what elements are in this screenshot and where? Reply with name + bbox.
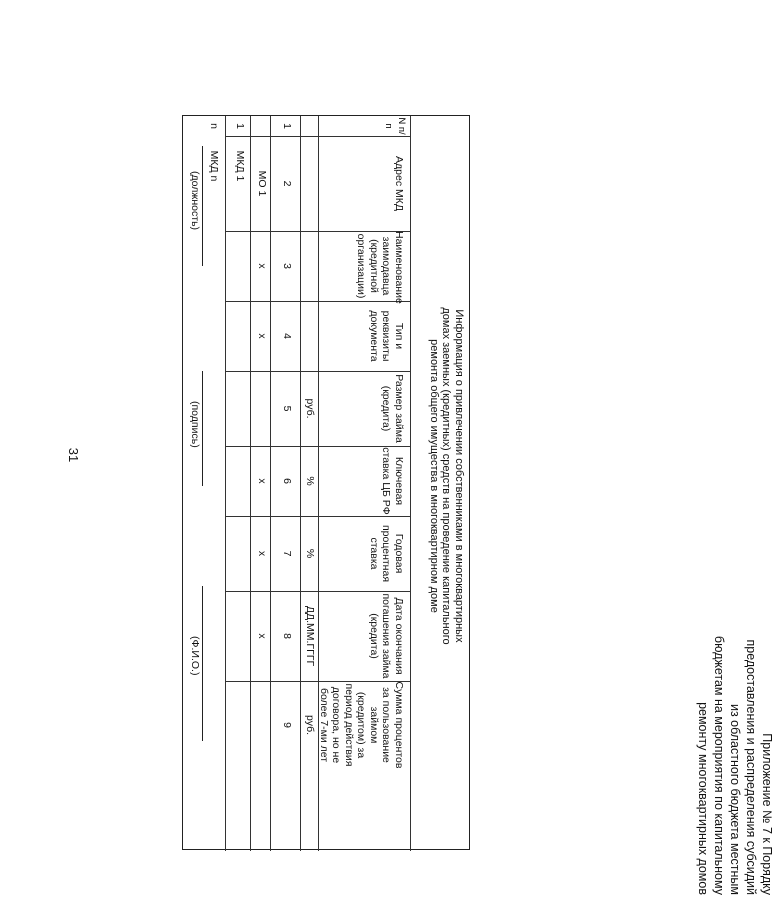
- appendix-header: Приложение № 7 к Порядку предоставления и распределения субсидий из областного бюджета местным бюджетам на мероприятия по капитальному ремонту многоквартирных домов: [696, 635, 774, 895]
- table-row-mo1-address: МО 1: [256, 170, 268, 197]
- col-number-6: 6: [281, 478, 293, 484]
- unit-end-date: ДД.ММ.ГГГГ: [304, 605, 316, 667]
- header-address: Адрес МКД: [393, 156, 405, 211]
- table-row-mo1-end-date: х: [256, 633, 268, 639]
- loan-info-table: [182, 115, 470, 850]
- unit-interest-sum: руб.: [304, 714, 316, 736]
- header-annual-rate: Годовая процентная ставка: [368, 524, 405, 583]
- col-number-9: 9: [281, 722, 293, 728]
- signature-caption: (подпись): [189, 401, 201, 448]
- table-row-mo1-document: х: [256, 333, 268, 339]
- table-row-mkd1-number: 1: [234, 123, 246, 129]
- col-number-4: 4: [281, 333, 293, 339]
- table-row-mo1-lender: х: [256, 263, 268, 269]
- col-number-8: 8: [281, 633, 293, 639]
- name-caption: (Ф.И.О.): [189, 636, 201, 676]
- col-number-7: 7: [281, 550, 293, 557]
- col-number-2: 2: [281, 180, 293, 187]
- header-number: N п/п: [383, 117, 407, 135]
- header-key-rate: Ключевая ставка ЦБ РФ: [380, 447, 405, 515]
- table-row-mo1-annual-rate: х: [256, 550, 268, 557]
- col-number-1: 1: [281, 123, 293, 129]
- table-row-mkd1-address: МКД 1: [234, 150, 246, 182]
- header-loan-amount: Размер займа (кредита): [380, 374, 405, 443]
- rotated-page-content: [0, 115, 774, 905]
- unit-key-rate: %: [304, 476, 316, 486]
- signature-line: [202, 371, 203, 486]
- table-row-mkdn-number: n: [208, 123, 220, 129]
- position-line: [202, 146, 203, 266]
- table-row-mkdn-address: МКД n: [208, 150, 220, 182]
- name-line: [202, 586, 203, 741]
- header-lender: Наименование заимодавца (кредитной организации): [355, 231, 405, 304]
- col-number-3: 3: [281, 263, 293, 269]
- col-number-5: 5: [281, 405, 293, 412]
- unit-annual-rate: %: [304, 548, 316, 559]
- page-number: 31: [66, 447, 81, 463]
- table-title: Информация о привлечении собственниками в многоквартирных домах заемных (кредитных) средств на проведение капитального ремонта общего имущества в многоквартирном доме: [428, 307, 465, 645]
- header-document: Тип и реквизиты документа: [368, 310, 405, 362]
- header-interest-sum: Сумма процентов за пользование займом (кредитом) за период действия договора, но не более 7-ми лет: [318, 681, 405, 769]
- header-end-date: Дата окончания погашения займа (кредита): [368, 593, 405, 679]
- unit-loan-amount: руб.: [304, 398, 316, 419]
- table-row-mo1-key-rate: х: [256, 478, 268, 484]
- position-caption: (должность): [189, 171, 201, 231]
